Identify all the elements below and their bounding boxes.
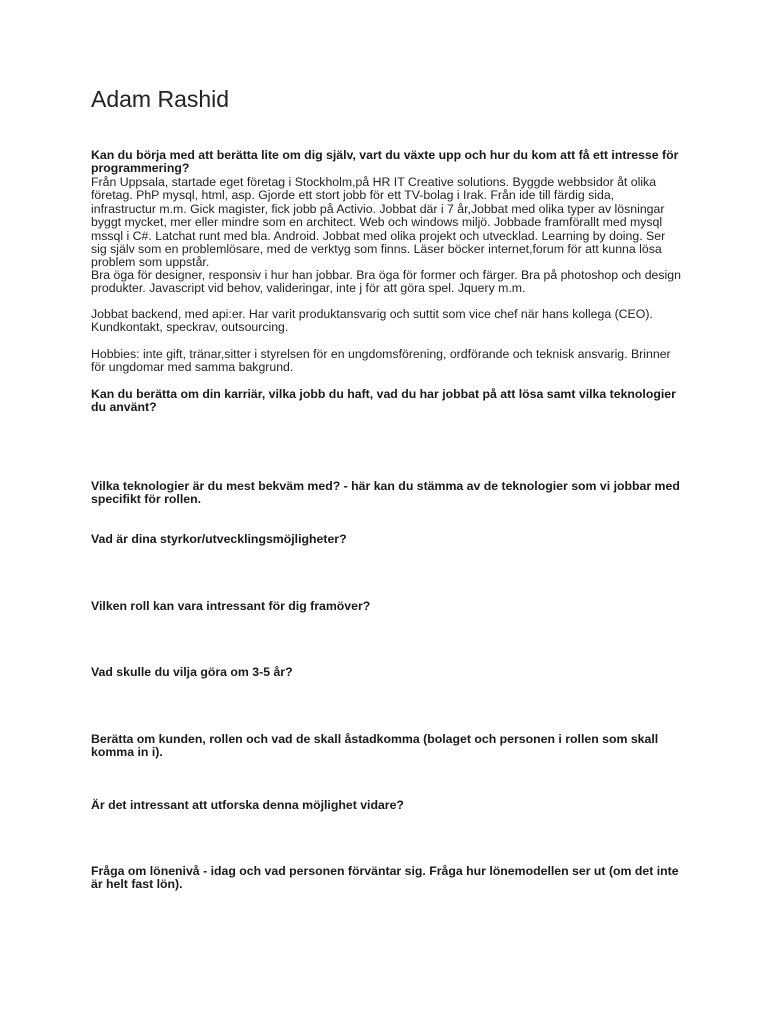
question-interest: Är det intressant att utforska denna möjlighet vidare? — [91, 798, 404, 812]
question-customer-role: Berätta om kunden, rollen och vad de skall åstadkomma (bolaget och personen i rollen som skall komma in i). — [91, 732, 659, 760]
answer-background-paragraph-4: Hobbies: inte gift, tränar,sitter i styrelsen för en ungdomsförening, ordförande och teknisk ansvarig. Brinner för ungdomar med samma bakgrund. — [91, 347, 671, 375]
question-strengths: Vad är dina styrkor/utvecklingsmöjligheter? — [91, 532, 347, 546]
document-page — [91, 84, 681, 892]
answer-background-paragraph-2: Bra öga för designer, responsiv i hur han jobbar. Bra öga för former och färger. Bra på photoshop och design produkter. Javascript vid behov, valideringar, inte j för att göra spel. Jquery m.m. — [91, 268, 681, 296]
answer-background-paragraph-1: Från Uppsala, startade eget företag i Stockholm,på HR IT Creative solutions. Byggde webbsidor åt olika företag. PhP mysql, html, asp. Gjorde ett stort jobb för ett TV-bolag i Irak. Från ide till färdig sida, infrastructur m.m. Gick magister, fick jobb på Activio. Jobbat där i 7 år,Jobbat med olika typer av lösningar byggt mycket, mer eller mindre som en architect. Web och windows miljö. Jobbade framförallt med mysql mssql i C#. Latchat runt med bla. Android. Jobbat med olika projekt och utvecklad. Learning by doing. Ser sig själv som en problemlösare, med de verktyg som finns. Läser böcker internet,forum för att kunna lösa problem som uppstår. — [91, 175, 666, 270]
question-technologies: Vilka teknologier är du mest bekväm med? - här kan du stämma av de teknologier som vi jobbar med specifikt för rollen. — [91, 479, 680, 507]
page-title: Adam Rashid — [91, 86, 230, 112]
question-future-role: Vilken roll kan vara intressant för dig framöver? — [91, 599, 371, 613]
question-salary: Fråga om lönenivå - idag och vad personen förväntar sig. Fråga hur lönemodellen ser ut (om det inte är helt fast lön). — [91, 864, 679, 892]
question-3-5-years: Vad skulle du vilja göra om 3-5 år? — [91, 665, 293, 679]
question-background: Kan du börja med att berätta lite om dig själv, vart du växte upp och hur du kom att få ett intresse för programmering? — [91, 148, 679, 176]
question-career: Kan du berätta om din karriär, vilka jobb du haft, vad du har jobbat på att lösa samt vilka teknologier du använt? — [91, 387, 676, 415]
answer-background-paragraph-3: Jobbat backend, med api:er. Har varit produktansvarig och suttit som vice chef när hans kollega (CEO). Kundkontakt, speckrav, outsourcing. — [91, 307, 653, 335]
